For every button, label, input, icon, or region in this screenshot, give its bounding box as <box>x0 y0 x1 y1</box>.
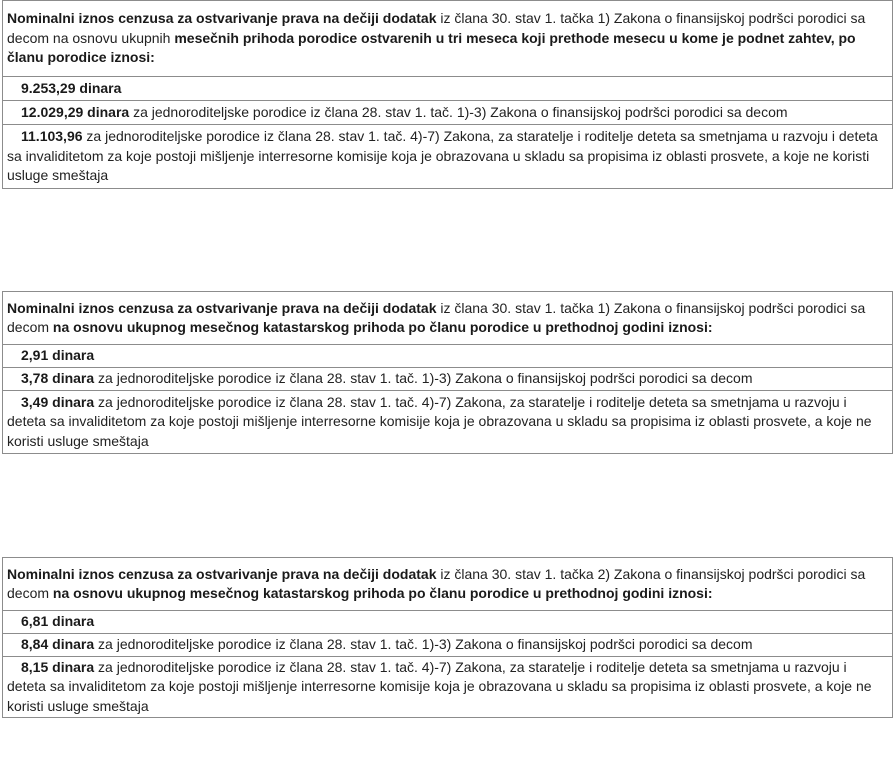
table-row <box>3 368 893 391</box>
header-bold-text: Nominalni iznos cenzusa za ostvarivanje prava na dečiji dodatak <box>7 10 437 27</box>
row-text: za jednoroditeljske porodice iz člana 28. stav 1. tač. 4)-7) Zakona, za staratelje i roditelje deteta sa smetnjama u razvoju i deteta sa invaliditetom za koje postoji mišljenje interresorne komisije koja je obrazovana u skladu sa propisima iz oblasti prosvete, a koje ne koristi usluge smeštaja <box>7 393 872 449</box>
table-cell <box>3 77 893 101</box>
amount-value: 3,78 dinara <box>21 370 95 387</box>
amount-value: 12.029,29 dinara <box>21 103 130 120</box>
row-text: za jednoroditeljske porodice iz člana 28. stav 1. tač. 1)-3) Zakona o finansijskoj podršci porodici sa decom <box>94 636 753 653</box>
table-row <box>3 125 893 189</box>
table-header-row <box>3 292 893 345</box>
table-cell <box>3 611 893 634</box>
table-cell <box>3 657 893 718</box>
table-cell <box>3 345 893 368</box>
table-row <box>3 611 893 634</box>
table-header-cell <box>3 292 893 345</box>
header-bold-text: mesečnih prihoda porodice ostvarenih u tri meseca koji prethode mesecu u kome je podnet zahtev, po članu porodice iznosi: <box>7 29 856 66</box>
row-text: za jednoroditeljske porodice iz člana 28. stav 1. tač. 1)-3) Zakona o finansijskoj podršci porodici sa decom <box>94 370 753 387</box>
census-table-cadastral-1 <box>2 291 893 454</box>
header-text: iz člana 30. stav 1. tačka 2) Zakona o finansijskoj podršci porodici sa decom <box>7 565 866 601</box>
header-bold-text: na osnovu ukupnog mesečnog katastarskog prihoda po članu porodice u prethodnoj godini iznosi: <box>52 585 713 601</box>
table-header-row <box>3 1 893 77</box>
table-header-cell <box>3 1 893 77</box>
amount-value: 8,84 dinara <box>21 636 95 653</box>
header-text: iz člana 30. stav 1. tačka 1) Zakona o finansijskoj podršci porodici sa decom na osnovu ukupnih <box>7 10 866 46</box>
table-row <box>3 657 893 718</box>
table-row <box>3 345 893 368</box>
amount-value: 2,91 dinara <box>21 347 95 364</box>
row-text: za jednoroditeljske porodice iz člana 28. stav 1. tač. 4)-7) Zakona, za staratelje i roditelje deteta sa smetnjama u razvoju i deteta sa invaliditetom za koje postoji mišljenje interresorne komisije koja je obrazovana u skladu sa propisima iz oblasti prosvete, a koje ne koristi usluge smeštaja <box>7 658 872 714</box>
table-row <box>3 101 893 125</box>
census-table-cadastral-2 <box>2 557 893 718</box>
table-row <box>3 77 893 101</box>
amount-value: 8,15 dinara <box>21 658 95 675</box>
table-cell <box>3 368 893 391</box>
table-cell <box>3 125 893 189</box>
header-bold-text: Nominalni iznos cenzusa za ostvarivanje prava na dečiji dodatak <box>7 565 437 582</box>
amount-value: 11.103,96 <box>21 128 83 145</box>
table-header-row <box>3 558 893 611</box>
row-text: za jednoroditeljske porodice iz člana 28. stav 1. tač. 4)-7) Zakona, za staratelje i roditelje deteta sa smetnjama u razvoju i deteta sa invaliditetom za koje postoji mišljenje interresorne komisije koja je obrazovana u skladu sa propisima iz oblasti prosvete, a koje ne koristi usluge smeštaja <box>7 128 878 184</box>
table-header-cell <box>3 558 893 611</box>
amount-value: 3,49 dinara <box>21 393 95 410</box>
header-bold-text: na osnovu ukupnog mesečnog katastarskog prihoda po članu porodice u prethodnoj godini iznosi: <box>52 319 713 335</box>
row-text: za jednoroditeljske porodice iz člana 28. stav 1. tač. 1)-3) Zakona o finansijskoj podršci porodici sa decom <box>129 103 788 120</box>
header-bold-text: Nominalni iznos cenzusa za ostvarivanje prava na dečiji dodatak <box>7 299 437 316</box>
census-table-income <box>2 0 893 189</box>
amount-value: 9.253,29 dinara <box>21 79 122 96</box>
table-cell <box>3 101 893 125</box>
table-row <box>3 634 893 657</box>
header-text: iz člana 30. stav 1. tačka 1) Zakona o finansijskoj podršci porodici sa decom <box>7 299 866 335</box>
table-cell <box>3 391 893 454</box>
table-cell <box>3 634 893 657</box>
table-row <box>3 391 893 454</box>
amount-value: 6,81 dinara <box>21 613 95 630</box>
